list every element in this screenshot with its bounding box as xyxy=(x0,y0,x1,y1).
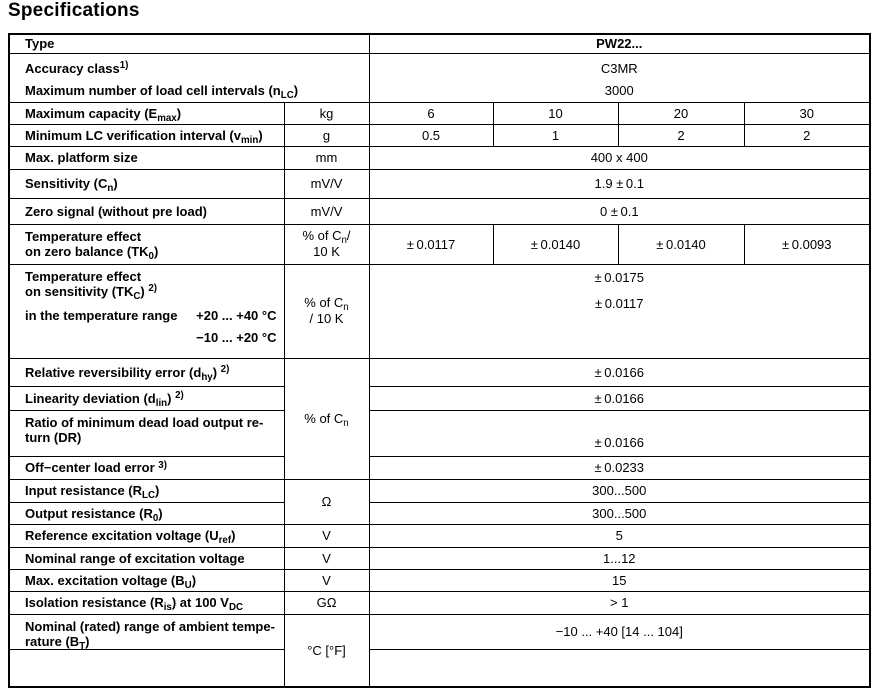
platform-size-value: 400 x 400 xyxy=(369,146,870,169)
row-dead-load-output-return xyxy=(9,410,870,456)
input-resistance-value: 300...500 xyxy=(369,479,870,502)
row-output-resistance xyxy=(9,502,870,524)
reference-excitation-voltage-value: 5 xyxy=(369,524,870,547)
type-value: PW22... xyxy=(369,34,870,53)
reference-excitation-voltage-unit: V xyxy=(284,524,369,547)
output-resistance-value: 300...500 xyxy=(369,502,870,524)
specifications-table xyxy=(8,33,871,688)
sensitivity-label: Sensitivity $(C_n)$ xyxy=(9,169,284,198)
max-capacity-unit: kg xyxy=(284,102,369,124)
tkc-unit-line1: % of $C_n$ xyxy=(304,295,349,314)
tkc-label xyxy=(9,264,284,358)
accuracy-class-label xyxy=(9,53,369,102)
max-capacity-value-2: 10 xyxy=(493,102,618,124)
tk0-value-3: ± 0.0140 xyxy=(618,224,744,264)
row-cutoff xyxy=(9,649,870,687)
zero-signal-unit: mV/V xyxy=(284,198,369,224)
tk0-unit xyxy=(284,224,369,264)
tkc-unit xyxy=(284,264,369,358)
row-min-interval xyxy=(9,124,870,146)
min-interval-unit: g xyxy=(284,124,369,146)
zero-signal-label: Zero signal (without pre load) xyxy=(9,198,284,224)
tk0-unit-line1: % of $C_n/$ xyxy=(302,228,351,247)
platform-size-label: Max. platform size xyxy=(9,146,284,169)
linearity-deviation-value: ± 0.0166 xyxy=(369,386,870,410)
ambient-temperature-range-value: −10 ... +40 [14 ... 104] xyxy=(369,614,870,649)
tkc-label-line1: Temperature effect xyxy=(25,268,142,284)
row-sensitivity xyxy=(9,169,870,198)
page-title: Specifications xyxy=(8,0,140,21)
tk0-unit-line2: 10 K xyxy=(313,244,340,259)
row-excitation-voltage-range xyxy=(9,547,870,569)
isolation-resistance-label: Isolation resistance $(R_{is})$ at 100 $V_{DC}$ xyxy=(9,591,284,614)
cutoff-label-cell xyxy=(9,649,284,687)
max-capacity-value-1: 6 xyxy=(369,102,493,124)
sensitivity-unit: mV/V xyxy=(284,169,369,198)
row-off-center-load-error xyxy=(9,456,870,479)
max-capacity-label: Maximum capacity $(E_{max})$ xyxy=(9,102,284,124)
sensitivity-value: 1.9 ± 0.1 xyxy=(369,169,870,198)
row-ambient-temperature-range xyxy=(9,614,870,649)
isolation-resistance-unit: GΩ xyxy=(284,591,369,614)
tkc-temp-range-1: +20 ... +40 °C xyxy=(196,307,277,323)
min-interval-value-4: 2 xyxy=(744,124,870,146)
row-tk0 xyxy=(9,224,870,264)
row-isolation-resistance xyxy=(9,591,870,614)
tk0-value-2: ± 0.0140 xyxy=(493,224,618,264)
tkc-label-line3: in the temperature range xyxy=(25,307,178,323)
tkc-value-2: ± 0.0117 xyxy=(594,295,644,311)
tkc-temp-range-2: −10 ... +20 °C xyxy=(196,329,277,345)
max-excitation-voltage-label: Max. excitation voltage $(B_U)$ xyxy=(9,569,284,591)
excitation-voltage-range-value: 1...12 xyxy=(369,547,870,569)
max-intervals-value: 3000 xyxy=(604,82,634,98)
tkc-values xyxy=(369,264,870,358)
dead-load-output-return-label: Ratio of minimum dead load output re- turn (DR) xyxy=(9,410,284,456)
type-label: Type xyxy=(9,34,369,53)
row-zero-signal xyxy=(9,198,870,224)
tkc-label-line2: on sensitivity $(TK_C)$ $^{2)}$ xyxy=(25,283,158,302)
row-reference-excitation-voltage xyxy=(9,524,870,547)
row-linearity-deviation xyxy=(9,386,870,410)
tk0-label: Temperature effect on zero balance $(TK_0)$ xyxy=(9,224,284,264)
tk0-value-1: ± 0.0117 xyxy=(369,224,493,264)
ambient-temperature-range-label: Nominal (rated) range of ambient tempe- rature $(B_T)$ xyxy=(9,614,284,649)
row-tkc xyxy=(9,264,870,358)
tkc-value-1: ± 0.0175 xyxy=(594,269,645,285)
row-max-capacity xyxy=(9,102,870,124)
min-interval-value-1: 0.5 xyxy=(369,124,493,146)
output-resistance-label: Output resistance $(R_0)$ xyxy=(9,502,284,524)
reference-excitation-voltage-label: Reference excitation voltage $(U_{ref})$ xyxy=(9,524,284,547)
input-resistance-label: Input resistance $(R_{LC})$ xyxy=(9,479,284,502)
row-platform-size xyxy=(9,146,870,169)
max-excitation-voltage-value: 15 xyxy=(369,569,870,591)
excitation-voltage-range-label: Nominal range of excitation voltage xyxy=(9,547,284,569)
isolation-resistance-value: > 1 xyxy=(369,591,870,614)
tkc-unit-line2: / 10 K xyxy=(309,311,344,326)
max-capacity-value-3: 20 xyxy=(618,102,744,124)
row-type xyxy=(9,34,870,53)
min-interval-value-3: 2 xyxy=(618,124,744,146)
zero-signal-value: 0 ± 0.1 xyxy=(369,198,870,224)
reversibility-error-value: ± 0.0166 xyxy=(369,358,870,386)
reversibility-error-label: Relative reversibility error $(d_{hy})$ $^{2)}$ xyxy=(9,358,284,386)
row-input-resistance xyxy=(9,479,870,502)
platform-size-unit: mm xyxy=(284,146,369,169)
accuracy-class-value: C3MR xyxy=(600,60,638,76)
ambient-temperature-unit: °C [°F] xyxy=(284,614,369,687)
excitation-voltage-range-unit: V xyxy=(284,547,369,569)
accuracy-class-line: Accuracy class$^{1)}$ xyxy=(25,60,129,76)
max-excitation-voltage-unit: V xyxy=(284,569,369,591)
max-intervals-line: Maximum number of load cell intervals $(n_{LC})$ xyxy=(25,82,299,101)
accuracy-class-values xyxy=(369,53,870,102)
resistance-unit: Ω xyxy=(284,479,369,524)
linearity-deviation-label: Linearity deviation $(d_{lin})$ $^{2)}$ xyxy=(9,386,284,410)
percent-cn-unit: % of $C_n$ xyxy=(284,358,369,479)
row-reversibility-error xyxy=(9,358,870,386)
min-interval-label: Minimum LC verification interval $(v_{min})$ xyxy=(9,124,284,146)
tk0-value-4: ± 0.0093 xyxy=(744,224,870,264)
min-interval-value-2: 1 xyxy=(493,124,618,146)
row-accuracy-class xyxy=(9,53,870,102)
off-center-load-error-label: Off−center load error $^{3)}$ xyxy=(9,456,284,479)
row-max-excitation-voltage xyxy=(9,569,870,591)
dead-load-output-return-value: ± 0.0166 xyxy=(369,410,870,456)
off-center-load-error-value: ± 0.0233 xyxy=(369,456,870,479)
max-capacity-value-4: 30 xyxy=(744,102,870,124)
cutoff-value-cell xyxy=(369,649,870,687)
